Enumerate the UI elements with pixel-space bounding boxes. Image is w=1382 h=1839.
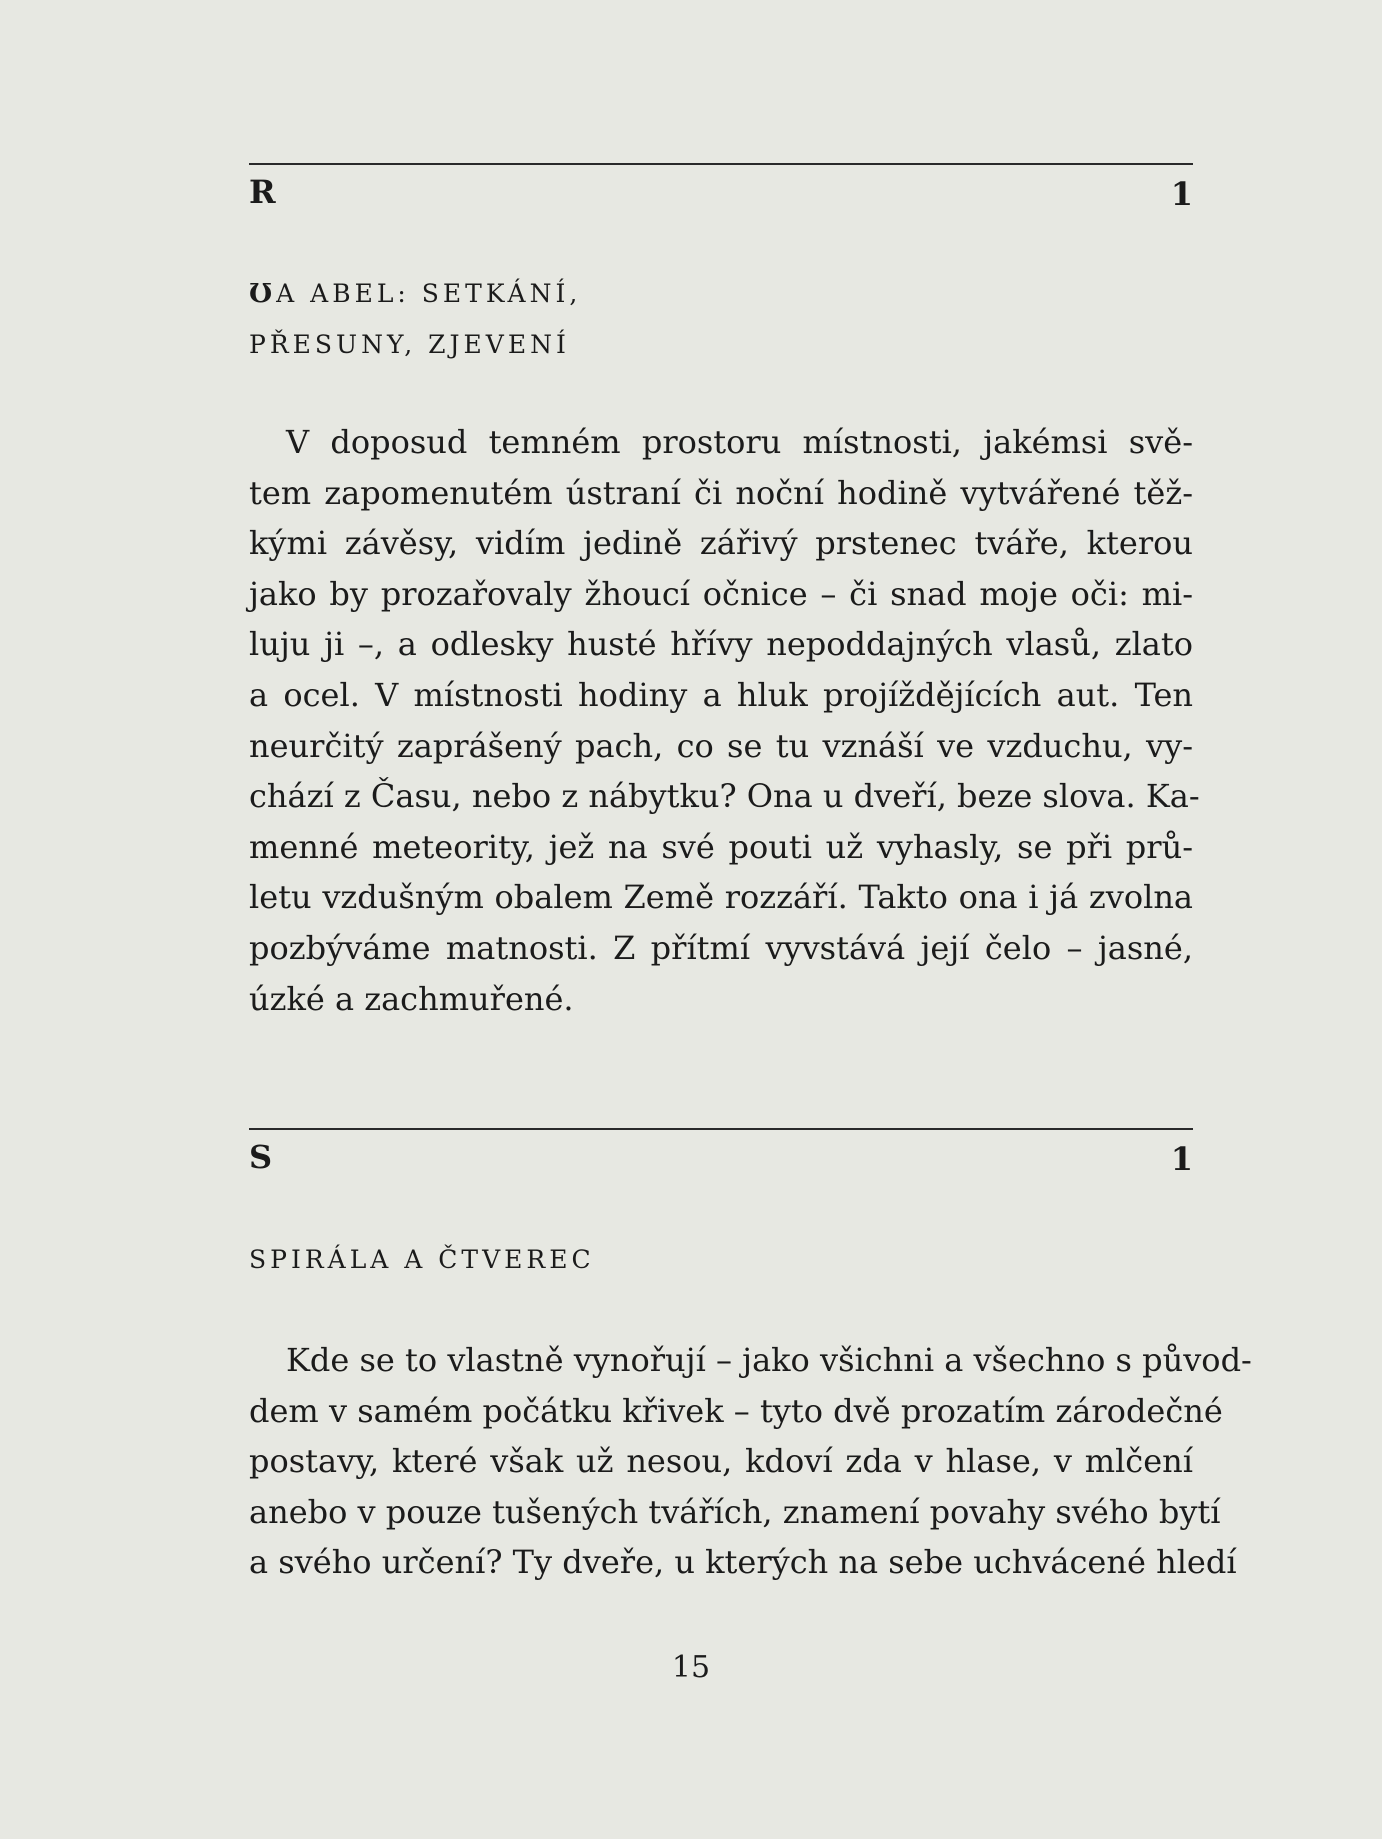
heading-line-1: A ABEL: SETKÁNÍ, — [276, 279, 582, 308]
section-letter-s: S — [249, 1138, 273, 1176]
text-line: luju ji –, a odlesky husté hřívy nepoddajných vlasů, zlato — [249, 625, 1193, 664]
text-line: postavy, které však už nesou, kdoví zda v hlase, v mlčení — [249, 1442, 1193, 1481]
section-heading-r — [249, 270, 581, 318]
page-number: 15 — [671, 1650, 711, 1685]
section-rule-s — [249, 1128, 1193, 1130]
text-line: jako by prozařovaly žhoucí očnice – či snad moje oči: mi- — [249, 574, 1193, 613]
paragraph-r — [249, 417, 1200, 1024]
text-line: pozbýváme matnosti. Z přítmí vyvstává její čelo – jasné, — [249, 928, 1193, 967]
section-number-r: 1 — [1170, 175, 1193, 213]
text-line: a svého určení? Ty dveře, u kterých na sebe uchvácené hledí — [249, 1543, 1237, 1582]
section-rule-r — [249, 163, 1193, 165]
text-line: úzké a zachmuřené. — [249, 979, 574, 1018]
text-line: Kde se to vlastně vynořují – jako všichni a všechno s původ- — [286, 1341, 1252, 1379]
text-line: menné meteority, jež na své pouti už vyhasly, se při prů- — [249, 827, 1193, 866]
text-line: anebo v pouze tušených tvářích, znamení povahy svého bytí — [249, 1492, 1221, 1531]
section-heading-s: SPIRÁLA A ČTVEREC — [249, 1245, 595, 1274]
section-letter-r: R — [249, 173, 276, 211]
text-line: a ocel. V místnosti hodiny a hluk projíždějících aut. Ten — [249, 675, 1193, 714]
text-line: dem v samém počátku křivek – tyto dvě prozatím zárodečné — [249, 1391, 1223, 1430]
section-number-s: 1 — [1170, 1140, 1193, 1178]
text-line: chází z Času, nebo z nábytku? Ona u dveří, beze slova. Ka- — [249, 777, 1200, 816]
section-heading-r-line2: PŘESUNY, ZJEVENÍ — [249, 330, 570, 359]
text-line: neurčitý zaprášený pach, co se tu vznáší ve vzduchu, vy- — [249, 726, 1193, 765]
text-line: V doposud temném prostoru místnosti, jakémsi svě- — [286, 423, 1193, 461]
paragraph-s — [249, 1335, 1252, 1588]
text-line: kými závěsy, vidím jedině zářivý prstenec tváře, kterou — [249, 524, 1193, 563]
horseshoe-ornament-icon: Ʊ — [249, 279, 273, 309]
text-line: letu vzdušným obalem Země rozzáří. Takto ona i já zvolna — [249, 878, 1193, 917]
text-line: tem zapomenutém ústraní či noční hodině vytvářené těž- — [249, 473, 1193, 512]
